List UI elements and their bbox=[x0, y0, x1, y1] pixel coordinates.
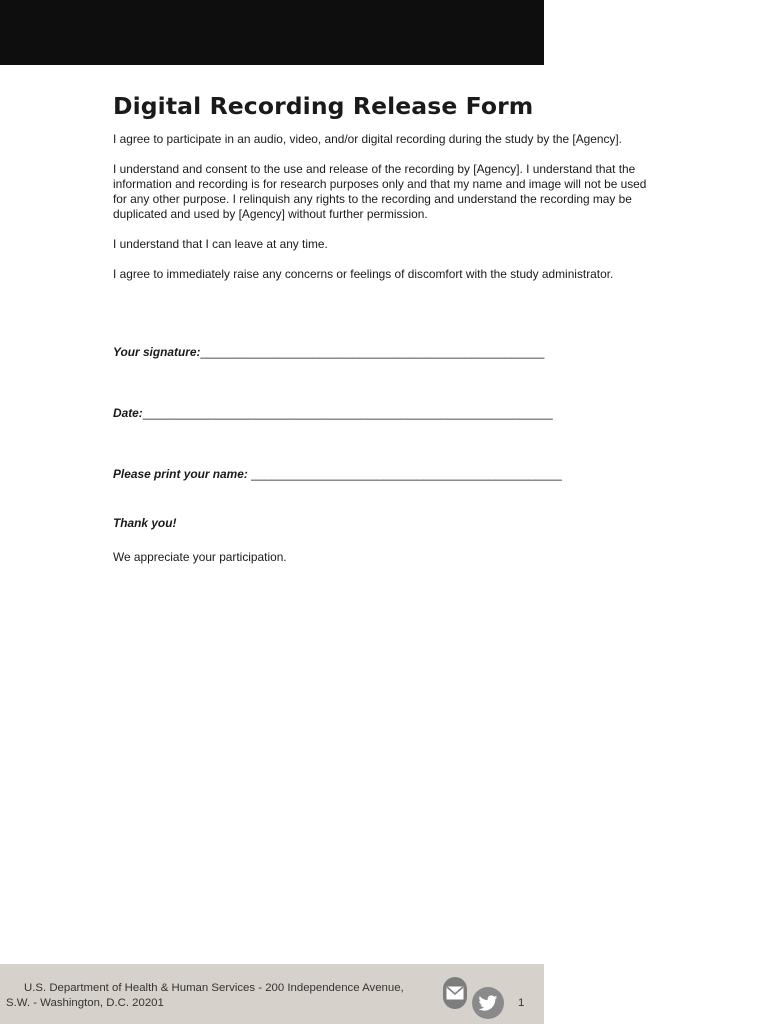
document-body bbox=[113, 92, 658, 297]
print-name-field[interactable] bbox=[113, 467, 562, 481]
paragraph-consent: I understand and consent to the use and release of the recording by [Agency]. I understand that the information and recording is for research purposes only and that my name and image will not be used for any other purpose. I relinquish any rights to the recording and understand the recording may be duplicated and used by [Agency] without further permission. bbox=[113, 162, 647, 221]
signature-blank: ____________________________________________________ bbox=[200, 345, 545, 359]
page-number: 1 bbox=[518, 997, 525, 1009]
paragraph-participation: I agree to participate in an audio, video, and/or digital recording during the study by the [Agency]. bbox=[113, 132, 622, 146]
paragraph-leave: I understand that I can leave at any time. bbox=[113, 237, 328, 251]
twitter-icon[interactable] bbox=[472, 987, 504, 1019]
appreciation-text: We appreciate your participation. bbox=[113, 550, 287, 564]
footer-address: U.S. Department of Health & Human Services - 200 Independence Avenue, S.W. - Washington, D.C. 20201 bbox=[6, 982, 404, 1009]
signature-label: Your signature: bbox=[113, 345, 201, 359]
paragraph-concerns: I agree to immediately raise any concerns or feelings of discomfort with the study administrator. bbox=[113, 267, 614, 281]
thank-you-text: Thank you! bbox=[113, 516, 177, 530]
header-bar bbox=[0, 0, 544, 65]
date-blank: ______________________________________________________________ bbox=[142, 406, 553, 420]
print-name-label: Please print your name: bbox=[113, 467, 252, 481]
signature-field[interactable] bbox=[113, 345, 544, 359]
date-field[interactable] bbox=[113, 406, 553, 420]
mail-icon[interactable] bbox=[443, 977, 467, 1009]
page-title: Digital Recording Release Form bbox=[113, 92, 534, 120]
print-name-blank: _______________________________________________ bbox=[251, 467, 562, 481]
date-label: Date: bbox=[113, 406, 143, 420]
